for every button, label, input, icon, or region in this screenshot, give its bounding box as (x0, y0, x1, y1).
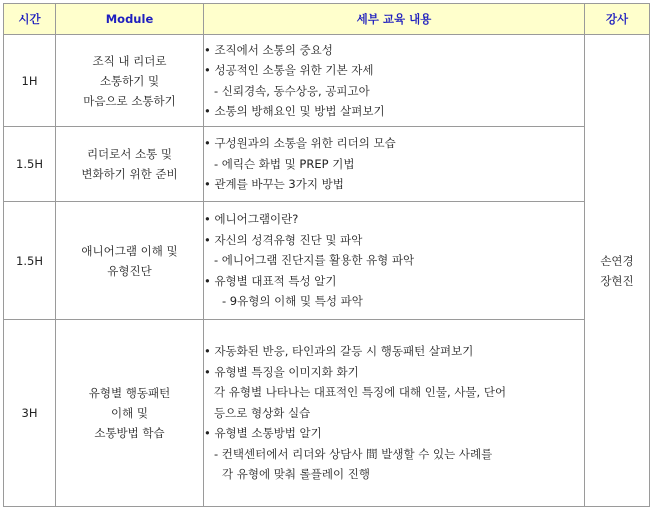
detail-text: 각 유형별 나타나는 대표적인 특징에 대해 인물, 사물, 단어 (214, 385, 507, 400)
detail-bullet: • 유형별 소통방법 알기 (204, 426, 322, 441)
table-row (4, 202, 650, 320)
row-module (56, 35, 204, 127)
header-row (4, 4, 650, 35)
detail-bullet: • 자신의 성격유형 진단 및 파악 (204, 232, 363, 247)
row-time: 1.5H (4, 202, 56, 320)
header-detail: 세부 교육 내용 (204, 4, 585, 35)
row-module (56, 320, 204, 507)
detail-bullet: • 조직에서 소통의 중요성 (204, 42, 333, 57)
row-time: 3H (4, 320, 56, 507)
detail-subitem: - 컨택센터에서 리더와 상담사 間 발생할 수 있는 사례를 (214, 446, 493, 461)
row-time: 1H (4, 35, 56, 127)
detail-subitem: 각 유형에 맞춰 롤플레이 진행 (222, 467, 370, 482)
detail-bullet: • 성공적인 소통을 위한 기본 자세 (204, 63, 374, 77)
instructor-cell (585, 35, 650, 507)
detail-bullet: • 에니어그램이란? (204, 212, 299, 227)
header-instructor: 강사 (585, 4, 650, 35)
row-detail (204, 202, 585, 320)
module-line: 변화하기 위한 준비 (81, 167, 178, 181)
table-row (4, 35, 650, 127)
module-line: 소통방법 학습 (94, 426, 165, 440)
module-line: 이해 및 (111, 406, 148, 420)
instructor-name: 손연경 (600, 253, 634, 268)
row-module (56, 127, 204, 202)
detail-bullet: • 유형별 특징을 이미지화 화기 (204, 364, 359, 379)
detail-subitem: - 에릭슨 화법 및 PREP 기법 (214, 156, 355, 171)
detail-bullet: • 자동화된 반응, 타인과의 갈등 시 행동패턴 살펴보기 (204, 344, 474, 359)
detail-subitem: - 9유형의 이해 및 특성 파악 (222, 294, 363, 309)
row-detail (204, 127, 585, 202)
module-line: 유형별 행동패턴 (88, 386, 171, 400)
detail-bullet: • 구성원과의 소통을 위한 리더의 모습 (204, 136, 396, 151)
detail-bullet: • 소통의 방해요인 및 방법 살펴보기 (204, 104, 385, 118)
module-line: 마음으로 소통하기 (83, 93, 176, 108)
detail-subitem: - 에니어그램 진단지를 활용한 유형 파악 (214, 253, 415, 268)
curriculum-table (3, 3, 650, 507)
table-row (4, 320, 650, 507)
detail-text: 등으로 형상화 실습 (214, 405, 311, 420)
row-detail (204, 320, 585, 507)
row-time: 1.5H (4, 127, 56, 202)
row-module (56, 202, 204, 320)
module-line: 애니어그램 이해 및 (81, 243, 178, 258)
detail-bullet: • 유형별 대표적 특성 알기 (204, 273, 337, 288)
module-line: 유형진단 (107, 263, 152, 278)
module-line: 리더로서 소통 및 (86, 147, 173, 161)
detail-bullet: • 관계를 바꾸는 3가지 방법 (204, 177, 344, 192)
header-time: 시간 (4, 4, 56, 35)
row-detail (204, 35, 585, 127)
detail-subitem: - 신뢰경속, 동수상응, 공피고아 (214, 83, 370, 98)
table-row (4, 127, 650, 202)
module-line: 조직 내 리더로 (92, 53, 167, 68)
instructor-name: 장현진 (600, 273, 634, 288)
header-module: Module (56, 4, 204, 35)
module-line: 소통하기 및 (99, 73, 160, 88)
